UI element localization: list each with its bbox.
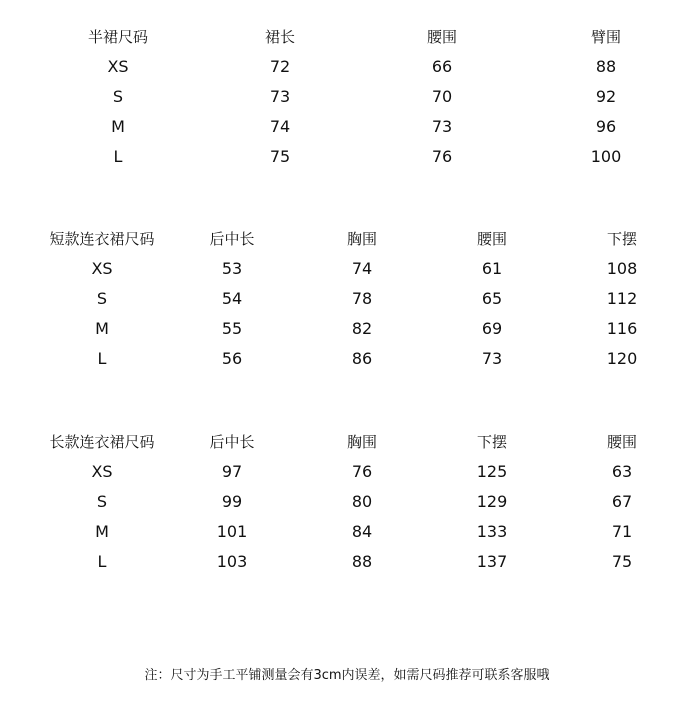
size-cell: S xyxy=(96,289,108,308)
value-cell: 70 xyxy=(431,87,453,106)
value-cell: 86 xyxy=(351,349,373,368)
table-row xyxy=(0,344,694,374)
value-cell: 76 xyxy=(431,147,453,166)
value-cell: 88 xyxy=(595,57,617,76)
value-cell: 53 xyxy=(221,259,243,278)
table-row xyxy=(0,284,694,314)
table-row xyxy=(0,142,694,172)
value-cell: 54 xyxy=(221,289,243,308)
value-cell: 63 xyxy=(611,462,633,481)
value-cell: 120 xyxy=(606,349,638,368)
skirt-table-header xyxy=(0,22,694,52)
size-cell: S xyxy=(96,492,108,511)
value-cell: 92 xyxy=(595,87,617,106)
header-arm: 臂围 xyxy=(590,28,622,46)
header-bust: 胸围 xyxy=(346,433,378,451)
header-size: 半裙尺码 xyxy=(87,28,149,46)
table-row xyxy=(0,112,694,142)
value-cell: 69 xyxy=(481,319,503,338)
table-row xyxy=(0,457,694,487)
value-cell: 72 xyxy=(269,57,291,76)
value-cell: 99 xyxy=(221,492,243,511)
value-cell: 112 xyxy=(606,289,638,308)
size-cell: M xyxy=(95,522,109,541)
value-cell: 84 xyxy=(351,522,373,541)
long-dress-table-header xyxy=(0,427,694,457)
table-row xyxy=(0,547,694,577)
size-cell: M xyxy=(95,319,109,338)
size-cell: L xyxy=(113,147,123,166)
value-cell: 73 xyxy=(269,87,291,106)
value-cell: 100 xyxy=(590,147,622,166)
value-cell: 80 xyxy=(351,492,373,511)
header-hem: 下摆 xyxy=(476,433,508,451)
table-row xyxy=(0,52,694,82)
value-cell: 74 xyxy=(351,259,373,278)
size-cell: L xyxy=(97,552,107,571)
value-cell: 116 xyxy=(606,319,638,338)
size-cell: M xyxy=(111,117,125,136)
value-cell: 133 xyxy=(476,522,508,541)
size-cell: XS xyxy=(107,57,129,76)
value-cell: 71 xyxy=(611,522,633,541)
table-row xyxy=(0,254,694,284)
size-cell: XS xyxy=(91,462,113,481)
value-cell: 96 xyxy=(595,117,617,136)
value-cell: 65 xyxy=(481,289,503,308)
header-size: 长款连衣裙尺码 xyxy=(49,433,155,451)
value-cell: 108 xyxy=(606,259,638,278)
value-cell: 97 xyxy=(221,462,243,481)
value-cell: 56 xyxy=(221,349,243,368)
table-row xyxy=(0,82,694,112)
table-row xyxy=(0,517,694,547)
header-waist: 腰围 xyxy=(476,230,508,248)
header-bust: 胸围 xyxy=(346,230,378,248)
value-cell: 88 xyxy=(351,552,373,571)
header-waist: 腰围 xyxy=(426,28,458,46)
table-row xyxy=(0,314,694,344)
value-cell: 61 xyxy=(481,259,503,278)
value-cell: 55 xyxy=(221,319,243,338)
size-cell: S xyxy=(112,87,124,106)
value-cell: 73 xyxy=(481,349,503,368)
value-cell: 73 xyxy=(431,117,453,136)
value-cell: 75 xyxy=(611,552,633,571)
size-cell: XS xyxy=(91,259,113,278)
value-cell: 82 xyxy=(351,319,373,338)
header-back-length: 后中长 xyxy=(209,433,255,451)
header-waist: 腰围 xyxy=(606,433,638,451)
value-cell: 78 xyxy=(351,289,373,308)
measurement-note: 注：尺寸为手工平铺测量会有3cm内误差，如需尺码推荐可联系客服哦 xyxy=(144,668,550,683)
value-cell: 75 xyxy=(269,147,291,166)
value-cell: 129 xyxy=(476,492,508,511)
value-cell: 74 xyxy=(269,117,291,136)
short-dress-table-header xyxy=(0,224,694,254)
header-size: 短款连衣裙尺码 xyxy=(49,230,155,248)
value-cell: 76 xyxy=(351,462,373,481)
value-cell: 67 xyxy=(611,492,633,511)
value-cell: 125 xyxy=(476,462,508,481)
value-cell: 103 xyxy=(216,552,248,571)
value-cell: 101 xyxy=(216,522,248,541)
value-cell: 137 xyxy=(476,552,508,571)
value-cell: 66 xyxy=(431,57,453,76)
header-hem: 下摆 xyxy=(606,230,638,248)
header-length: 裙长 xyxy=(264,28,296,46)
header-back-length: 后中长 xyxy=(209,230,255,248)
size-cell: L xyxy=(97,349,107,368)
table-row xyxy=(0,487,694,517)
